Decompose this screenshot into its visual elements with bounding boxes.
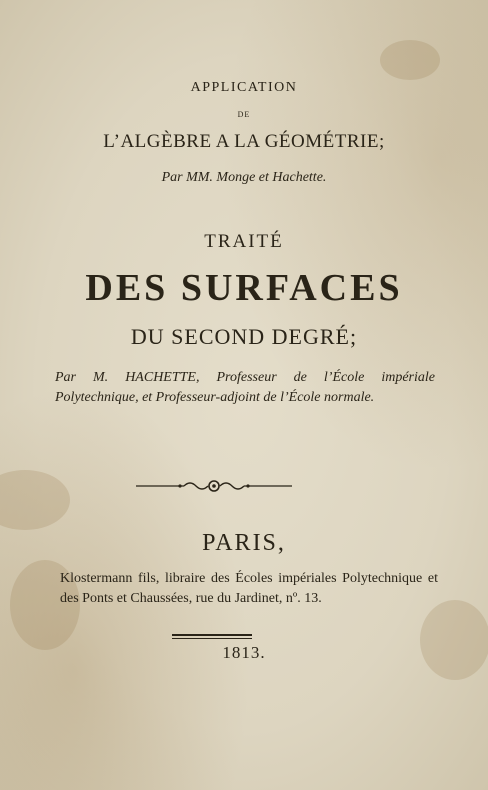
publisher-text: Klostermann fils, libraire des Écoles impériales Polytechnique et des Ponts et Chaussées, rue du Jardinet, nº. 13. xyxy=(60,571,438,606)
second-degre-heading: DU SECOND DEGRÉ; xyxy=(130,324,358,349)
application-heading: APPLICATION xyxy=(190,80,298,95)
city-heading: PARIS, xyxy=(202,530,286,556)
author-credit: Par M. HACHETTE, Professeur de l’École impériale Polytechnique, et Professeur-adjoint de l’École normale. xyxy=(55,370,435,405)
publication-year: 1813. xyxy=(222,643,266,662)
traite-heading: TRAITÉ xyxy=(204,231,284,252)
stain xyxy=(420,600,488,680)
double-rule xyxy=(172,634,252,636)
double-rule xyxy=(172,638,252,639)
de-connector: DE xyxy=(237,110,251,119)
stain xyxy=(380,40,440,80)
authors-line: Par MM. Monge et Hachette. xyxy=(161,170,327,185)
ornament-icon xyxy=(136,476,292,496)
algebre-heading: L’ALGÈBRE A LA GÉOMÉTRIE; xyxy=(103,131,385,152)
stain xyxy=(0,470,70,530)
surfaces-title: DES SURFACES xyxy=(85,267,403,309)
